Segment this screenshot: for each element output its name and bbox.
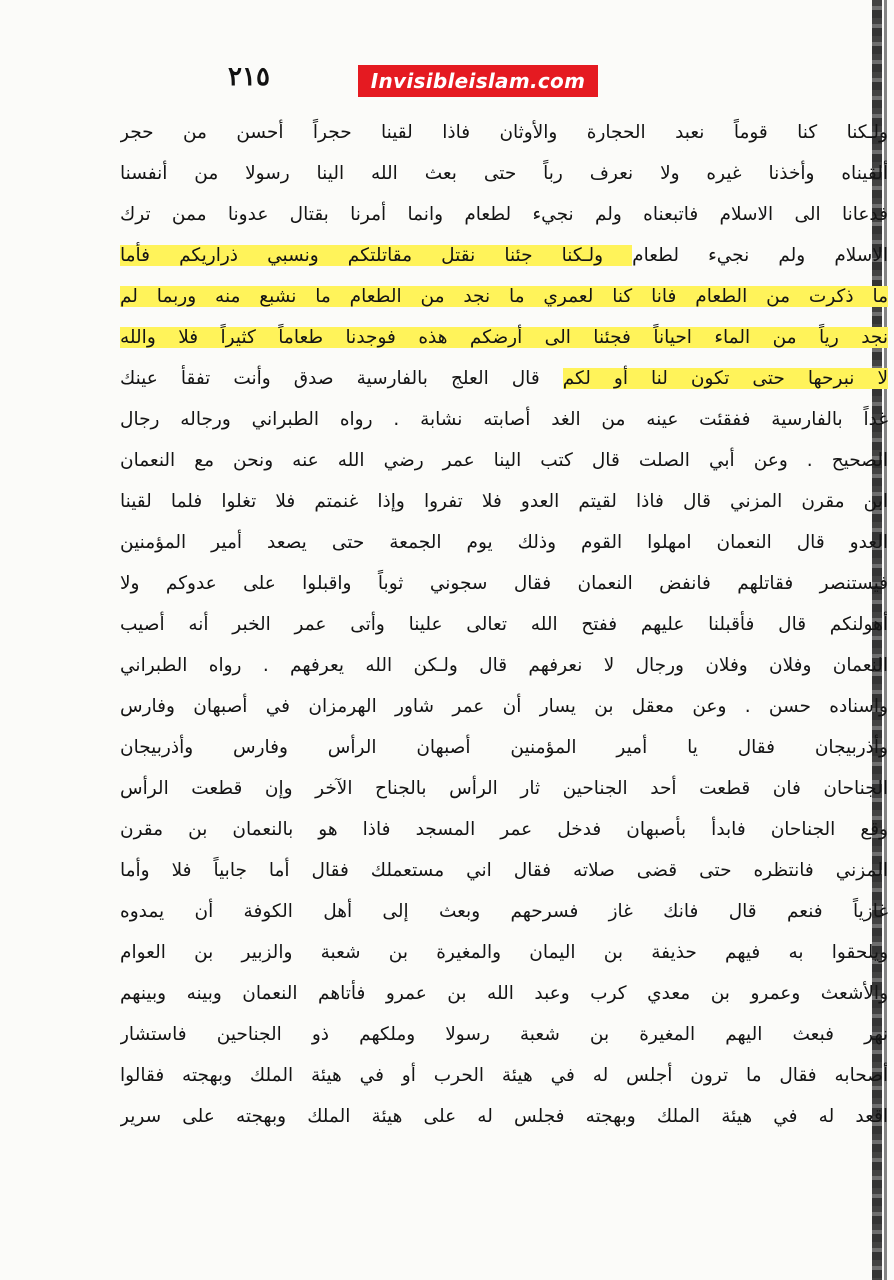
line-text: العدو قال النعمان امهلوا القوم وذلك يوم الجمعة حتى يصعد أمير المؤمنين: [120, 532, 888, 553]
line-text: فيستنصر فقاتلهم فانفض النعمان فقال سجوني ثوباً واقبلوا على عدوكم ولا: [120, 573, 888, 594]
line-text: ألقيناه وأخذنا غيره ولا نعرف رباً حتى بعث الله الينا رسولا من أنفسنا: [120, 163, 888, 184]
highlighted-text: ما ذكرت من الطعام فانا كنا لعمري ما نجد من الطعام ما نشبع منه وربما لم: [120, 286, 888, 307]
line-text: أصحابه فقال ما ترون أجلس له في هيئة الحرب أو في هيئة الملك وبهجته فقالوا: [120, 1065, 888, 1086]
text-line: [120, 112, 888, 154]
highlighted-text: لا نبرحها حتى تكون لنا أو لكم: [562, 368, 888, 389]
line-text: قال العلج بالفارسية صدق وأنت تفقأ عينك: [120, 368, 563, 389]
highlighted-text: ولـكنا جئنا نقتل مقاتلتكم ونسبي ذراريكم فأما: [120, 245, 633, 266]
text-line: [120, 686, 888, 728]
line-text: وأذربيجان فقال يا أمير المؤمنين أصبهان الرأس وفارس وأذربيجان: [120, 737, 888, 758]
line-text: الصحيح . وعن أبي الصلت قال كتب الينا عمر رضي الله عنه ونحن مع النعمان: [120, 450, 888, 471]
text-line: [120, 276, 888, 318]
text-line: [120, 891, 888, 933]
line-text: غداً بالفارسية ففقئت عينه من الغد أصابته نشابة . رواه الطبراني ورجاله رجال: [120, 409, 888, 430]
text-line: [120, 481, 888, 523]
text-line: [120, 850, 888, 892]
text-line: [120, 399, 888, 441]
line-text: والأشعث وعمرو بن معدي كرب وعبد الله بن عمرو فأتاهم النعمان وبينه وبينهم: [120, 983, 888, 1004]
line-text: المزني فانتظره حتى قضى صلاته فقال اني مستعملك فقال أما جابياً فلا وأما: [120, 860, 888, 881]
text-line: [120, 1014, 888, 1056]
line-text: اقعد له في هيئة الملك وبهجته فجلس له على هيئة الملك وبهجته على سرير: [120, 1106, 888, 1127]
text-line: [120, 727, 888, 769]
text-line: [120, 768, 888, 810]
text-line: [120, 1055, 888, 1097]
text-line: [120, 932, 888, 974]
line-text: وقع الجناحان فابدأ بأصبهان فدخل عمر المسجد فاذا هو بالنعمان بن مقرن: [120, 819, 888, 840]
text-line: [120, 317, 888, 359]
line-text: غازياً فنعم قال فانك غاز فسرحهم وبعث إلى أهل الكوفة أن يمدوه: [120, 901, 888, 922]
text-line: [120, 153, 888, 195]
line-text: أهولنكم قال فأقبلنا عليهم ففتح الله تعالى علينا وأتى عمر الخبر أنه أصيب: [120, 614, 888, 635]
text-line: [120, 235, 888, 277]
watermark-badge: Invisibleislam.com: [358, 65, 598, 97]
text-line: [120, 809, 888, 851]
line-text: واسناده حسن . وعن معقل بن يسار أن عمر شاور الهرمزان في أصبهان وفارس: [120, 696, 888, 717]
highlighted-text: نجد رياً من الماء احياناً فجئنا الى أرضكم هذه فوجدنا طعاماً كثيراً فلا والله: [120, 327, 888, 348]
line-text: الاسلام ولم نجيء لطعام: [632, 245, 888, 266]
line-text: ولـكنا كنا قوماً نعبد الحجارة والأوثان فاذا لقينا حجراً أحسن من حجر: [120, 122, 888, 143]
page-number: ٢١٥: [228, 62, 270, 92]
line-text: ويلحقوا به فيهم حذيفة بن اليمان والمغيرة بن شعبة والزبير بن العوام: [120, 942, 888, 963]
line-text: ابن مقرن المزني قال فاذا لقيتم العدو فلا تفروا وإذا غنمتم فلا تغلوا فلما لقينا: [120, 491, 888, 512]
text-line: [120, 1096, 888, 1138]
text-line: [120, 563, 888, 605]
line-text: الجناحان فان قطعت أحد الجناحين ثار الرأس بالجناح الآخر وإن قطعت الرأس: [120, 778, 888, 799]
text-line: [120, 194, 888, 236]
text-line: [120, 358, 888, 400]
text-line: [120, 645, 888, 687]
line-text: النعمان وفلان وفلان ورجال لا نعرفهم قال ولـكن الله يعرفهم . رواه الطبراني: [120, 655, 888, 676]
text-line: [120, 604, 888, 646]
text-line: [120, 973, 888, 1015]
text-line: [120, 522, 888, 564]
text-line: [120, 440, 888, 482]
line-text: نهر فبعث اليهم المغيرة بن شعبة رسولا وملكهم ذو الجناحين فاستشار: [120, 1024, 888, 1045]
line-text: فدعانا الى الاسلام فاتبعناه ولم نجيء لطعام وانما أمرنا بقتال عدونا ممن ترك: [120, 204, 888, 225]
